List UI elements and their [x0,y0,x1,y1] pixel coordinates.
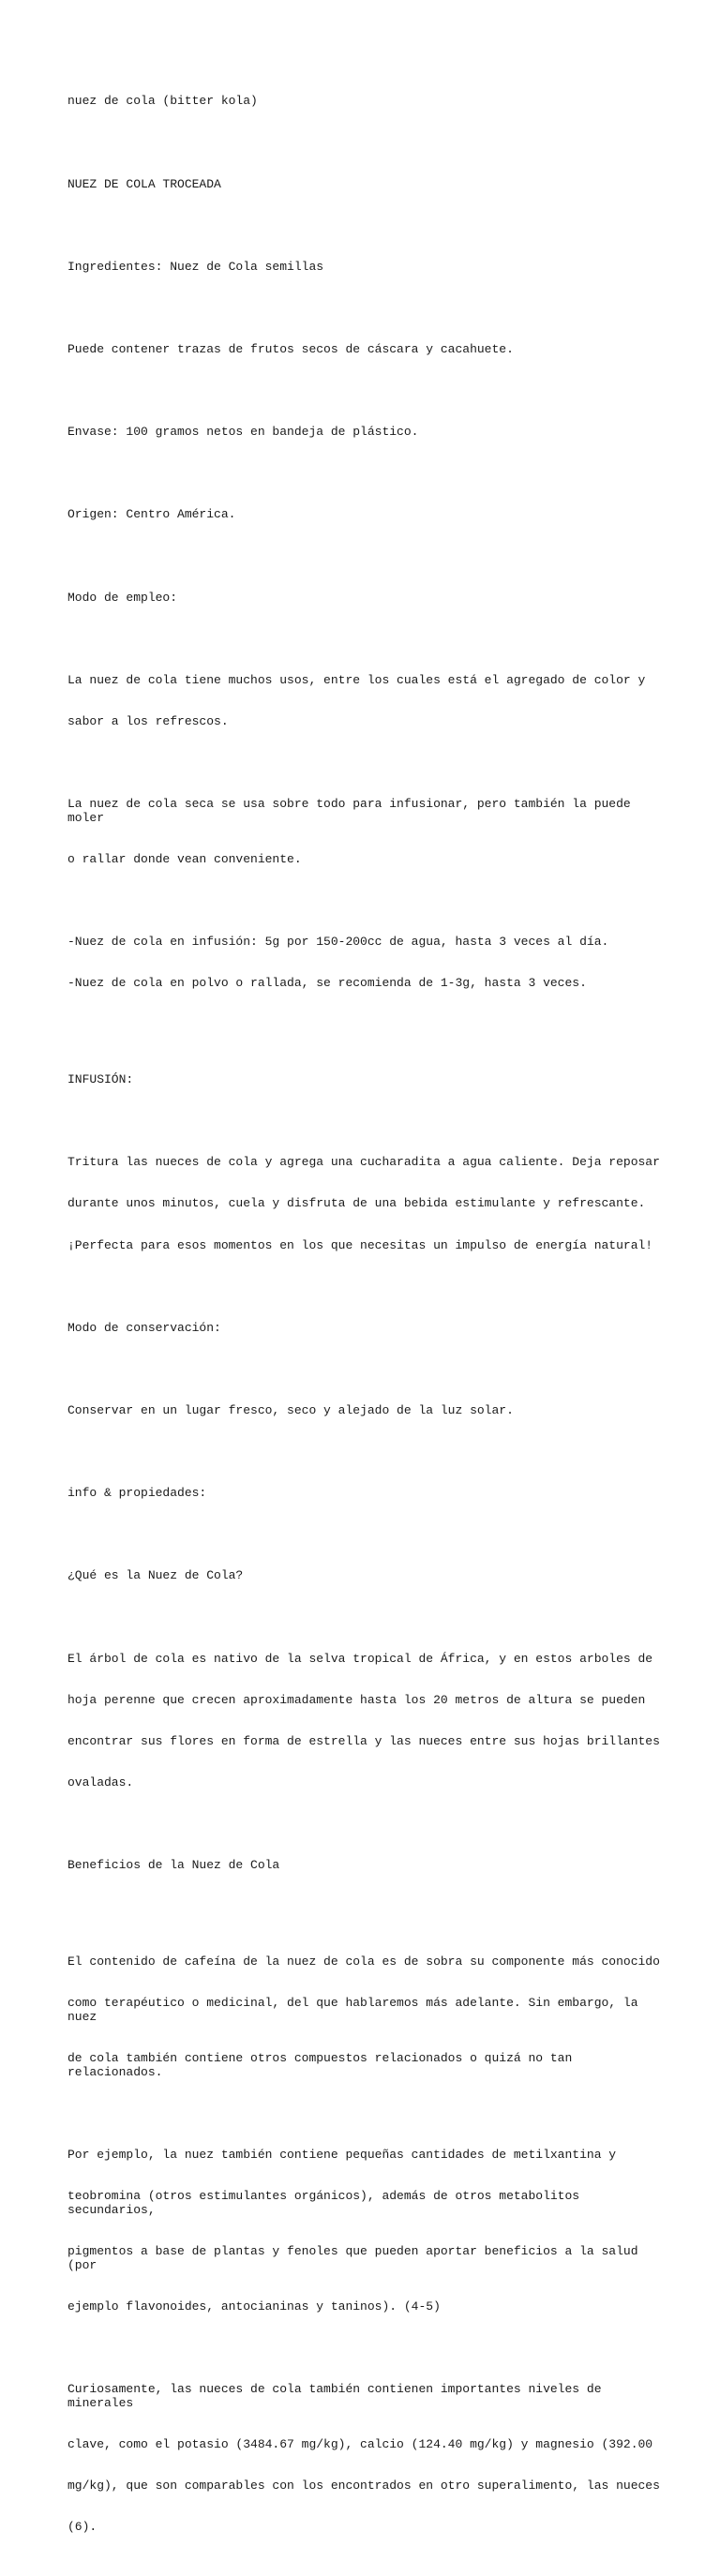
text-line: mg/kg), que son comparables con los encontrados en otro superalimento, las nueces [68,2478,660,2493]
text-line: nuez de cola (bitter kola) [68,94,258,109]
paragraph [68,150,668,219]
text-line: Conservar en un lugar fresco, seco y alejado de la luz solar. [68,1403,514,1417]
text-line: Envase: 100 gramos netos en bandeja de plástico. [68,425,419,440]
text-line: ¡Perfecta para esos momentos en los que necesitas un impulso de energía natural! [68,1237,653,1252]
section-heading [68,1832,668,1901]
text-line: encontrar sus flores en forma de estrella y las nueces entre sus hojas brillantes [68,1733,660,1748]
text-line: teobromina (otros estimulantes orgánicos), además de otros metabolitos secundarios, [68,2188,587,2217]
paragraph [68,1928,668,2107]
paragraph [68,398,668,468]
text-line: Beneficios de la Nuez de Cola [68,1858,280,1873]
text-line: hoja perenne que crecen aproximadamente hasta los 20 metros de altura se pueden [68,1692,646,1707]
text-line: info & propiedades: [68,1486,207,1501]
paragraph [68,2355,668,2562]
text-line: NUEZ DE COLA TROCEADA [68,176,221,191]
paragraph [68,67,668,137]
paragraph [68,771,668,894]
text-line: INFUSIÓN: [68,1072,134,1087]
text-line: como terapéutico o medicinal, del que hablaremos más adelante. Sin embargo, la nuez [68,1996,646,2024]
text-line: -Nuez de cola en infusión: 5g por 150-200cc de agua, hasta 3 veces al día. [68,935,609,950]
text-line: ovaladas. [68,1775,134,1790]
text-line: o rallar donde vean conveniente. [68,851,302,866]
text-line: Tritura las nueces de cola y agrega una cucharadita a agua caliente. Deja reposar [68,1155,660,1170]
paragraph [68,1294,668,1363]
text-line: clave, como el potasio (3484.67 mg/kg), calcio (124.40 mg/kg) y magnesio (392.00 [68,2436,653,2451]
text-line: Por ejemplo, la nuez también contiene pequeñas cantidades de metilxantina y [68,2147,617,2162]
paragraph [68,563,668,633]
text-line: (6). [68,2519,98,2534]
text-line: El contenido de cafeína de la nuez de cola es de sobra su componente más conocido [68,1954,660,1969]
text-line: ¿Qué es la Nuez de Cola? [68,1568,244,1583]
paragraph [68,1377,668,1446]
paragraph [68,2120,668,2341]
text-line: Modo de conservación: [68,1320,221,1335]
text-line: Curiosamente, las nueces de cola también contienen importantes niveles de minerales [68,2381,609,2410]
text-line: Puede contener trazas de frutos secos de cáscara y cacahuete. [68,342,514,357]
paragraph [68,481,668,550]
paragraph [68,232,668,302]
text-line: -Nuez de cola en polvo o rallada, se recomienda de 1-3g, hasta 3 veces. [68,976,587,991]
text-line: durante unos minutos, cuela y disfruta de una bebida estimulante y refrescante. [68,1196,646,1211]
document-page [68,67,668,2576]
text-line: Origen: Centro América. [68,507,236,522]
paragraph [68,1542,668,1611]
paragraph [68,908,668,1019]
text-line: El árbol de cola es nativo de la selva tropical de África, y en estos arboles de [68,1651,653,1666]
text-line: Ingredientes: Nuez de Cola semillas [68,259,324,274]
paragraph [68,316,668,385]
section-heading [68,1046,668,1116]
text-line: La nuez de cola tiene muchos usos, entre los cuales está el agregado de color y [68,672,646,687]
paragraph [68,1625,668,1818]
paragraph [68,646,668,756]
text-line: Modo de empleo: [68,590,178,605]
text-line: de cola también contiene otros compuestos relacionados o quizá no tan relacionados. [68,2050,580,2079]
text-line: pigmentos a base de plantas y fenoles que pueden aportar beneficios a la salud (por [68,2243,646,2272]
text-line: La nuez de cola seca se usa sobre todo para infusionar, pero también la puede moler [68,797,638,825]
paragraph [68,1129,668,1281]
text-line: ejemplo flavonoides, antocianinas y taninos). (4-5) [68,2299,441,2314]
paragraph [68,1460,668,1529]
text-line: sabor a los refrescos. [68,713,229,728]
